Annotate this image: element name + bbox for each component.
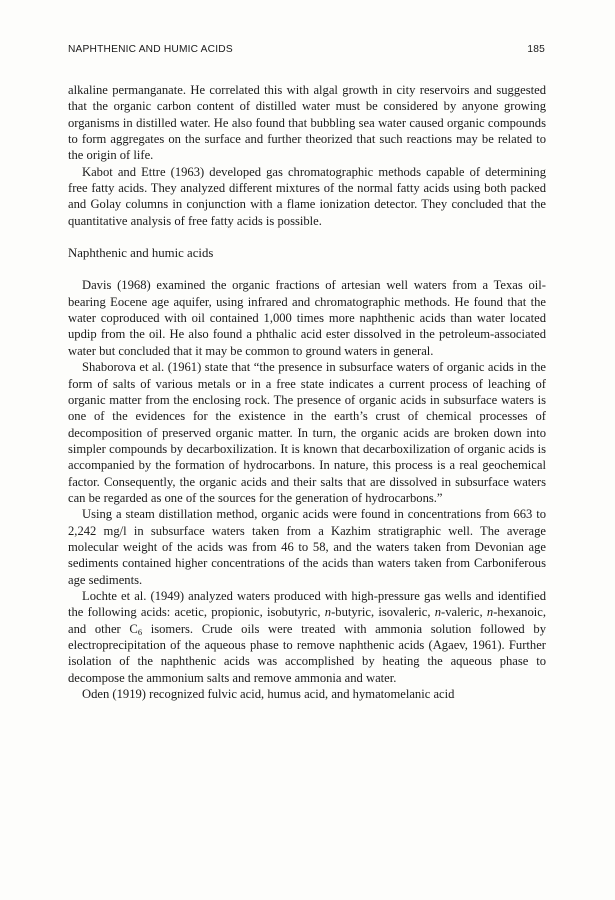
paragraph-shaborova: Shaborova et al. (1961) state that “the presence in subsurface waters of organic acids in the form of salts of various metals or in a free state indicates a current process of leaching of organic matter from the enclosing rock. The presence of organic acids in subsurface waters is one of the evidences for the existence in the earth’s crust of chemical processes of decomposition of preserved organic matter. In turn, the organic acids are broken down into simpler compounds by decarboxilization. It is known that decarboxilization of organic acids is accompanied by the formation of hydrocarbons. In nature, this process is a real geochemical factor. Consequently, the organic acids and their salts that are dissolved in subsurface waters can be regarded as one of the sources for the generation of hydrocarbons.” (68, 360, 546, 505)
running-header (68, 44, 545, 60)
paragraph-lochte (68, 588, 546, 686)
body-text (68, 82, 546, 702)
paragraph-oden: Oden (1919) recognized fulvic acid, humus acid, and hymatomelanic acid (82, 687, 455, 702)
text-run: Lochte et al. (1949) analyzed waters produced with high-pressure gas wells and identified the following acids: acetic, propionic, isobutyric, (68, 588, 546, 620)
text-run: isomers. Crude oils were treated with ammonia solution followed by electroprecipitation of the aqueous phase to remove naphthenic acids (Agaev, 1961). Further isolation of the naphthenic acids was accomplished by heating the aqueous phase to decompose the ammonium salts and remove ammonia and water. (68, 621, 546, 685)
italic-n: n (434, 605, 442, 620)
paragraph-davis: Davis (1968) examined the organic fractions of artesian well waters from a Texas oil-bearing Eocene age aquifer, using infrared and chromatographic methods. He found that the water coproduced with oil contained 1,000 times more naphthenic acids than water located updip from the oil. He also found a phthalic acid ester dissolved in the petroleum-associated water but concluded that it may be common to ground waters in general. (68, 278, 546, 358)
italic-n: n (486, 605, 494, 620)
page-number: 185 (527, 44, 545, 55)
text-run: -butyric, isovaleric, (331, 605, 435, 620)
running-title: NAPHTHENIC AND HUMIC ACIDS (68, 44, 233, 55)
text-run: -hexanoic, and other C (68, 605, 547, 636)
subscript-6: 6 (137, 626, 143, 637)
paragraph-continued: alkaline permanganate. He correlated this with algal growth in city reservoirs and suggested that the organic carbon content of distilled water must be considered by anyone growing organisms in distilled water. He also found that bubbling sea water caused organic compounds to form aggregates on the surface and further theorized that such reactions may be related to the origin of life. (68, 83, 546, 163)
paragraph-steam-distillation: Using a steam distillation method, organic acids were found in concentrations from 663 to 2,242 mg/l in subsurface waters taken from a Kazhim stratigraphic well. The average molecular weight of the acids was from 46 to 58, and the waters taken from Devonian age sediments contained higher concentrations of the acids than waters taken from Carboniferous age sediments. (68, 507, 546, 587)
section-heading: Naphthenic and humic acids (68, 246, 214, 261)
paragraph-kabot-ettre: Kabot and Ettre (1963) developed gas chromatographic methods capable of determining free fatty acids. They analyzed different mixtures of the normal fatty acids using both packed and Golay columns in conjunction with a flame ionization detector. They concluded that the quantitative analysis of free fatty acids is possible. (68, 164, 546, 228)
text-run: -valeric, (441, 605, 487, 620)
italic-n: n (324, 605, 332, 620)
